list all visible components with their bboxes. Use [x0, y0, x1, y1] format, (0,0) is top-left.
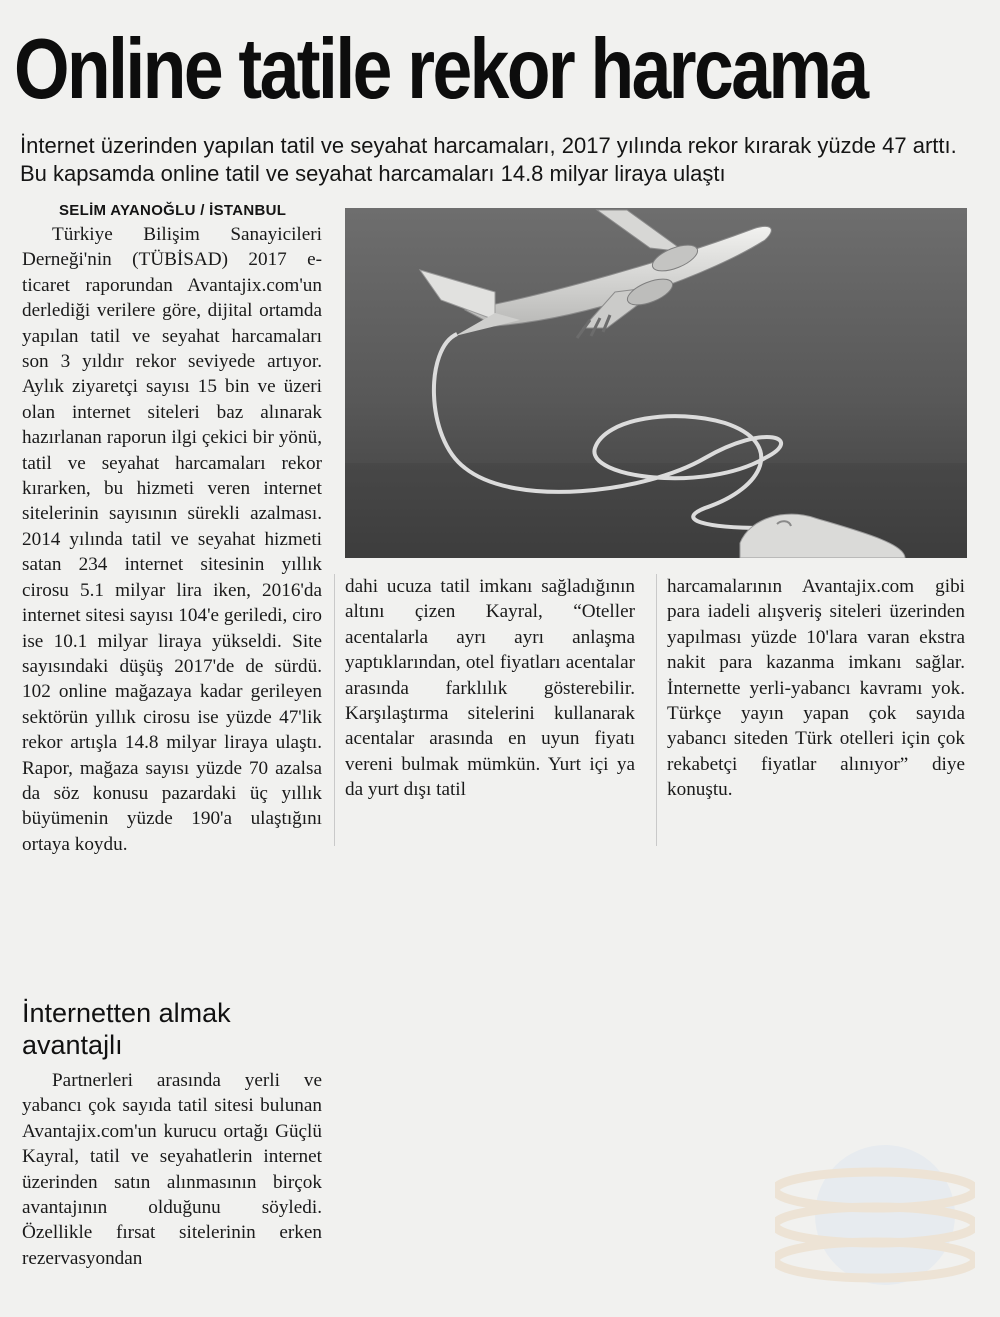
column-1b-paragraph: Partnerleri arasında yerli ve yabancı çok sayıda tatil sitesi bulunan Avantajix.com'un kurucu ortağı Güçlü Kayral, tatil ve seyahatlerin internet üzerinden satın alınmasının birçok avantajının olduğunu söyledi. Özellikle fırsat sitelerinin erken rezervasyondan — [22, 1070, 322, 1269]
byline: SELİM AYANOĞLU / İSTANBUL — [59, 202, 287, 219]
column-divider — [656, 574, 657, 846]
article-photo — [345, 208, 967, 558]
article-column-2 — [345, 574, 635, 803]
article-deck: İnternet üzerinden yapılan tatil ve seyahat harcamaları, 2017 yılında rekor kırarak yüzde 47 arttı. Bu kapsamda online tatil ve seyahat harcamaları 14.8 milyar liraya ulaştı — [20, 133, 957, 186]
airplane-photo-illustration — [345, 208, 967, 558]
article-column-3 — [667, 574, 965, 803]
column-divider — [334, 574, 335, 846]
article-column-1-continued — [22, 1068, 322, 1271]
subheading: İnternetten almak avantajlı — [22, 998, 231, 1060]
headline: Online tatile rekor harcama — [14, 22, 867, 117]
column-1-paragraph: Türkiye Bilişim Sanayicileri Derneği'nin (TÜBİSAD) 2017 e-ticaret raporundan Avantajix.com'un derlediği verilere göre, dijital ortamda yapılan tatil ve seyahat harcamaları son 3 yıldır rekor seviyede artıyor. Aylık ziyaretçi sayısı 15 bin ve üzeri olan internet siteleri baz alınarak hazırlanan raporun ilgi çekici bir yönü, tatil ve seyahat harcamaları rekor kırarken, bu hizmeti veren internet sitelerinin sayısının sürekli azalması. 2014 yılında tatil ve seyahat hizmeti satan 234 internet sitesinin yıllık cirosu 5.1 milyar lira iken, 2016'da internet sitesi sayısı 104'e geriledi, ciro ise 10.1 milyar liraya yükseldi. Site sayısındaki düşüş 2017'de de sürdü. 102 online mağazaya kadar gerileyen sektörün yıllık cirosu ise yüzde 47'lik rekor artışla 14.8 milyar liraya ulaştı. Rapor, mağaza sayısı yüzde 70 azalsa da söz konusu pazardaki üç yıllık büyümenin yüzde 190'a ulaştığını ortaya koydu. — [22, 224, 322, 855]
article-column-1 — [22, 222, 322, 857]
column-3-paragraph: harcamalarının Avantajix.com gibi para iadeli alışveriş siteleri üzerinden yapılması yüzde 10'lara varan ekstra nakit para kazanma imkanı sağlar. İnternette yerli-yabancı kavramı yok. Türkçe yayın yapan çok sayıda yabancı siteden Türk otelleri için çok rekabetçi fiyatlar alınıyor” diye konuştu. — [667, 576, 965, 801]
watermark-logo-icon — [775, 1130, 975, 1300]
column-2-paragraph: dahi ucuza tatil imkanı sağladığının altını çizen Kayral, “Oteller acentalarla ayrı ayrı anlaşma yaptıklarından, otel fiyatları acentalar arasında farklılık gösterebilir. Karşılaştırma sitelerini kullanarak acentalar arasında en uyun fiyatı vereni bulmak mümkün. Yurt içi ya da yurt dışı tatil — [345, 576, 635, 801]
